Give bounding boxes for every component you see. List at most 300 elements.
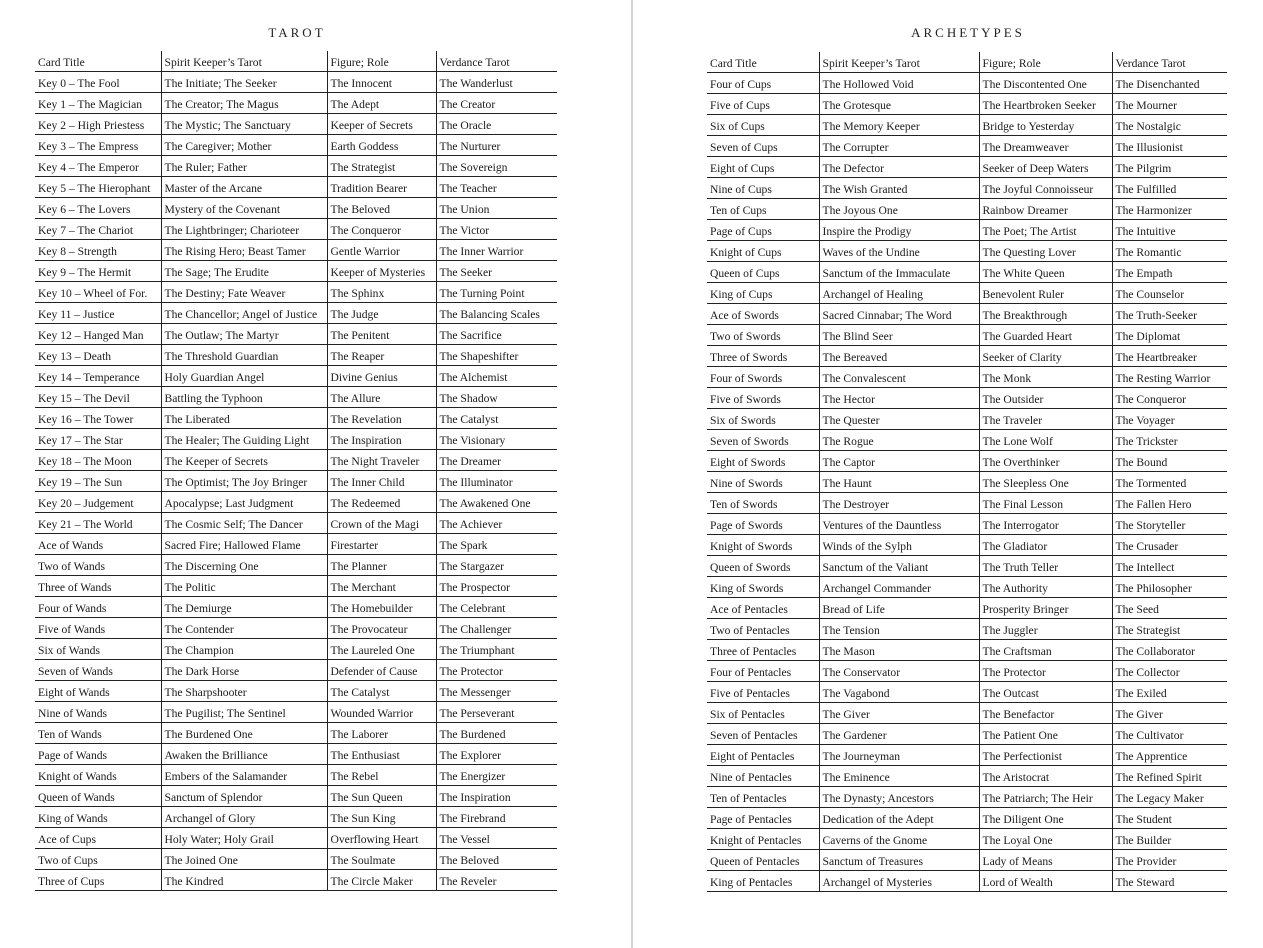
card-title-cell: Two of Swords [707,325,819,346]
figure-role-cell: The Laureled One [327,639,436,660]
table-row [707,262,1227,283]
figure-role-cell: The Guarded Heart [979,325,1112,346]
verdance-cell: The Bound [1112,451,1227,472]
verdance-cell: The Nostalgic [1112,115,1227,136]
card-title-cell: Four of Cups [707,73,819,94]
figure-role-cell: Seeker of Clarity [979,346,1112,367]
verdance-cell: The Mourner [1112,94,1227,115]
spirit-keeper-cell: The Mystic; The Sanctuary [161,114,327,135]
verdance-cell: The Catalyst [436,408,557,429]
spirit-keeper-cell: Bread of Life [819,598,979,619]
table-row [707,136,1227,157]
figure-role-cell: The Protector [979,661,1112,682]
spirit-keeper-cell: Awaken the Brilliance [161,744,327,765]
table-row [707,73,1227,94]
figure-role-cell: The Night Traveler [327,450,436,471]
figure-role-cell: The Circle Maker [327,870,436,891]
table-row [707,115,1227,136]
table-row [707,871,1227,892]
spirit-keeper-cell: The Demiurge [161,597,327,618]
figure-role-cell: The Loyal One [979,829,1112,850]
header-card-title: Card Title [35,51,161,72]
verdance-cell: The Refined Spirit [1112,766,1227,787]
verdance-cell: The Awakened One [436,492,557,513]
table-row [35,198,557,219]
table-row [707,808,1227,829]
spirit-keeper-cell: Master of the Arcane [161,177,327,198]
spirit-keeper-cell: The Initiate; The Seeker [161,72,327,93]
card-title-cell: Four of Swords [707,367,819,388]
figure-role-cell: Earth Goddess [327,135,436,156]
verdance-cell: The Perseverant [436,702,557,723]
verdance-cell: The Sacrifice [436,324,557,345]
verdance-cell: The Fulfilled [1112,178,1227,199]
verdance-cell: The Philosopher [1112,577,1227,598]
spirit-keeper-cell: The Joyous One [819,199,979,220]
table-row [35,870,557,891]
table-row [35,471,557,492]
figure-role-cell: The Strategist [327,156,436,177]
figure-role-cell: The Sun Queen [327,786,436,807]
card-title-cell: Ace of Pentacles [707,598,819,619]
verdance-cell: The Sovereign [436,156,557,177]
card-title-cell: King of Cups [707,283,819,304]
card-title-cell: Ten of Pentacles [707,787,819,808]
spirit-keeper-cell: The Healer; The Guiding Light [161,429,327,450]
verdance-cell: The Vessel [436,828,557,849]
table-header-row [707,52,1227,73]
verdance-cell: The Pilgrim [1112,157,1227,178]
card-title-cell: Two of Wands [35,555,161,576]
figure-role-cell: The Merchant [327,576,436,597]
spirit-keeper-cell: Sacred Fire; Hallowed Flame [161,534,327,555]
figure-role-cell: The Patriarch; The Heir [979,787,1112,808]
card-title-cell: Four of Wands [35,597,161,618]
verdance-cell: The Explorer [436,744,557,765]
spirit-keeper-cell: Archangel of Healing [819,283,979,304]
spirit-keeper-cell: The Destroyer [819,493,979,514]
figure-role-cell: The Heartbroken Seeker [979,94,1112,115]
verdance-cell: The Crusader [1112,535,1227,556]
figure-role-cell: The Inspiration [327,429,436,450]
figure-role-cell: Overflowing Heart [327,828,436,849]
figure-role-cell: Divine Genius [327,366,436,387]
card-title-cell: Three of Pentacles [707,640,819,661]
verdance-cell: The Steward [1112,871,1227,892]
spirit-keeper-cell: The Journeyman [819,745,979,766]
card-title-cell: Knight of Wands [35,765,161,786]
verdance-cell: The Prospector [436,576,557,597]
figure-role-cell: The Sphinx [327,282,436,303]
verdance-cell: The Collaborator [1112,640,1227,661]
figure-role-cell: The Authority [979,577,1112,598]
card-title-cell: Page of Swords [707,514,819,535]
table-row [707,472,1227,493]
spirit-keeper-cell: Caverns of the Gnome [819,829,979,850]
figure-role-cell: Lord of Wealth [979,871,1112,892]
verdance-cell: The Triumphant [436,639,557,660]
table-row [707,829,1227,850]
figure-role-cell: The Homebuilder [327,597,436,618]
table-row [707,577,1227,598]
card-title-cell: Key 10 – Wheel of For. [35,282,161,303]
spirit-keeper-cell: The Lightbringer; Charioteer [161,219,327,240]
card-title-cell: Nine of Swords [707,472,819,493]
figure-role-cell: The Catalyst [327,681,436,702]
card-title-cell: Key 4 – The Emperor [35,156,161,177]
figure-role-cell: Benevolent Ruler [979,283,1112,304]
figure-role-cell: Crown of the Magi [327,513,436,534]
spirit-keeper-cell: The Creator; The Magus [161,93,327,114]
figure-role-cell: The White Queen [979,262,1112,283]
figure-role-cell: Defender of Cause [327,660,436,681]
verdance-cell: The Seed [1112,598,1227,619]
card-title-cell: Seven of Wands [35,660,161,681]
card-title-cell: Six of Wands [35,639,161,660]
figure-role-cell: Gentle Warrior [327,240,436,261]
verdance-cell: The Romantic [1112,241,1227,262]
verdance-cell: The Shadow [436,387,557,408]
verdance-cell: The Spark [436,534,557,555]
archetypes-table [707,52,1227,892]
card-title-cell: Four of Pentacles [707,661,819,682]
header-figure-role: Figure; Role [979,52,1112,73]
table-row [707,787,1227,808]
verdance-cell: The Beloved [436,849,557,870]
figure-role-cell: Bridge to Yesterday [979,115,1112,136]
spirit-keeper-cell: Embers of the Salamander [161,765,327,786]
table-row [35,240,557,261]
header-spirit-keepers-tarot: Spirit Keeper’s Tarot [161,51,327,72]
spirit-keeper-cell: The Grotesque [819,94,979,115]
card-title-cell: Two of Cups [35,849,161,870]
spirit-keeper-cell: Archangel of Glory [161,807,327,828]
table-row [707,451,1227,472]
right-page [633,0,1263,948]
card-title-cell: Key 13 – Death [35,345,161,366]
card-title-cell: Six of Swords [707,409,819,430]
spirit-keeper-cell: The Destiny; Fate Weaver [161,282,327,303]
verdance-cell: The Stargazer [436,555,557,576]
figure-role-cell: The Inner Child [327,471,436,492]
verdance-cell: The Turning Point [436,282,557,303]
card-title-cell: Key 15 – The Devil [35,387,161,408]
verdance-cell: The Burdened [436,723,557,744]
card-title-cell: Ace of Wands [35,534,161,555]
figure-role-cell: The Planner [327,555,436,576]
card-title-cell: Key 12 – Hanged Man [35,324,161,345]
table-row [707,766,1227,787]
verdance-cell: The Celebrant [436,597,557,618]
card-title-cell: Seven of Pentacles [707,724,819,745]
figure-role-cell: The Diligent One [979,808,1112,829]
figure-role-cell: The Discontented One [979,73,1112,94]
spirit-keeper-cell: Sanctum of the Immaculate [819,262,979,283]
figure-role-cell: The Interrogator [979,514,1112,535]
verdance-cell: The Illusionist [1112,136,1227,157]
spirit-keeper-cell: The Chancellor; Angel of Justice [161,303,327,324]
card-title-cell: Two of Pentacles [707,619,819,640]
verdance-cell: The Disenchanted [1112,73,1227,94]
figure-role-cell: The Beloved [327,198,436,219]
table-row [707,514,1227,535]
table-row [707,304,1227,325]
verdance-cell: The Inspiration [436,786,557,807]
spirit-keeper-cell: The Eminence [819,766,979,787]
card-title-cell: Page of Wands [35,744,161,765]
table-row [35,345,557,366]
header-verdance-tarot: Verdance Tarot [1112,52,1227,73]
table-row [707,157,1227,178]
spirit-keeper-cell: The Pugilist; The Sentinel [161,702,327,723]
card-title-cell: Key 14 – Temperance [35,366,161,387]
table-row [707,850,1227,871]
table-row [35,639,557,660]
figure-role-cell: The Laborer [327,723,436,744]
table-row [35,135,557,156]
figure-role-cell: Keeper of Secrets [327,114,436,135]
verdance-cell: The Trickster [1112,430,1227,451]
table-row [707,367,1227,388]
spirit-keeper-cell: Mystery of the Covenant [161,198,327,219]
table-row [707,430,1227,451]
card-title-cell: Key 0 – The Fool [35,72,161,93]
figure-role-cell: Lady of Means [979,850,1112,871]
spirit-keeper-cell: The Cosmic Self; The Dancer [161,513,327,534]
table-row [35,786,557,807]
table-row [35,303,557,324]
table-row [707,178,1227,199]
card-title-cell: Ace of Cups [35,828,161,849]
spirit-keeper-cell: The Convalescent [819,367,979,388]
card-title-cell: Queen of Wands [35,786,161,807]
card-title-cell: Ace of Swords [707,304,819,325]
table-row [707,388,1227,409]
spirit-keeper-cell: The Contender [161,618,327,639]
card-title-cell: Key 1 – The Magician [35,93,161,114]
table-row [35,828,557,849]
spirit-keeper-cell: The Rogue [819,430,979,451]
verdance-cell: The Resting Warrior [1112,367,1227,388]
spirit-keeper-cell: Apocalypse; Last Judgment [161,492,327,513]
verdance-cell: The Wanderlust [436,72,557,93]
table-row [707,220,1227,241]
page-title: TAROT [268,25,326,40]
verdance-cell: The Collector [1112,661,1227,682]
verdance-cell: The Empath [1112,262,1227,283]
spirit-keeper-cell: Sacred Cinnabar; The Word [819,304,979,325]
table-row [35,387,557,408]
figure-role-cell: The Poet; The Artist [979,220,1112,241]
figure-role-cell: The Redeemed [327,492,436,513]
verdance-cell: The Diplomat [1112,325,1227,346]
figure-role-cell: The Allure [327,387,436,408]
table-row [707,94,1227,115]
table-row [35,366,557,387]
figure-role-cell: The Monk [979,367,1112,388]
card-title-cell: Three of Wands [35,576,161,597]
card-title-cell: Six of Cups [707,115,819,136]
spirit-keeper-cell: The Mason [819,640,979,661]
figure-role-cell: The Joyful Connoisseur [979,178,1112,199]
table-row [707,724,1227,745]
verdance-cell: The Conqueror [1112,388,1227,409]
figure-role-cell: The Benefactor [979,703,1112,724]
figure-role-cell: The Truth Teller [979,556,1112,577]
card-title-cell: Page of Pentacles [707,808,819,829]
figure-role-cell: Rainbow Dreamer [979,199,1112,220]
spirit-keeper-cell: The Caregiver; Mother [161,135,327,156]
figure-role-cell: The Traveler [979,409,1112,430]
spirit-keeper-cell: Dedication of the Adept [819,808,979,829]
card-title-cell: Key 2 – High Priestess [35,114,161,135]
card-title-cell: Key 21 – The World [35,513,161,534]
figure-role-cell: Wounded Warrior [327,702,436,723]
figure-role-cell: The Penitent [327,324,436,345]
spirit-keeper-cell: The Hollowed Void [819,73,979,94]
table-row [35,177,557,198]
card-title-cell: Seven of Swords [707,430,819,451]
header-figure-role: Figure; Role [327,51,436,72]
page-title: ARCHETYPES [911,25,1025,40]
figure-role-cell: Prosperity Bringer [979,598,1112,619]
spirit-keeper-cell: The Threshold Guardian [161,345,327,366]
figure-role-cell: The Patient One [979,724,1112,745]
figure-role-cell: The Craftsman [979,640,1112,661]
table-row [707,619,1227,640]
verdance-cell: The Reveler [436,870,557,891]
spirit-keeper-cell: Inspire the Prodigy [819,220,979,241]
table-row [35,429,557,450]
table-row [707,703,1227,724]
verdance-cell: The Giver [1112,703,1227,724]
spirit-keeper-cell: The Optimist; The Joy Bringer [161,471,327,492]
table-row [35,324,557,345]
spirit-keeper-cell: The Vagabond [819,682,979,703]
table-row [707,283,1227,304]
table-row [707,682,1227,703]
table-row [35,513,557,534]
figure-role-cell: The Provocateur [327,618,436,639]
header-card-title: Card Title [707,52,819,73]
verdance-cell: The Illuminator [436,471,557,492]
spirit-keeper-cell: The Dynasty; Ancestors [819,787,979,808]
card-title-cell: Eight of Wands [35,681,161,702]
verdance-cell: The Harmonizer [1112,199,1227,220]
spirit-keeper-cell: The Sharpshooter [161,681,327,702]
spirit-keeper-cell: The Bereaved [819,346,979,367]
spirit-keeper-cell: The Champion [161,639,327,660]
spirit-keeper-cell: The Outlaw; The Martyr [161,324,327,345]
card-title-cell: Key 9 – The Hermit [35,261,161,282]
card-title-cell: King of Wands [35,807,161,828]
figure-role-cell: The Dreamweaver [979,136,1112,157]
card-title-cell: Seven of Cups [707,136,819,157]
spirit-keeper-cell: Sanctum of Splendor [161,786,327,807]
figure-role-cell: Seeker of Deep Waters [979,157,1112,178]
spirit-keeper-cell: The Sage; The Erudite [161,261,327,282]
verdance-cell: The Builder [1112,829,1227,850]
verdance-cell: The Fallen Hero [1112,493,1227,514]
card-title-cell: Key 7 – The Chariot [35,219,161,240]
card-title-cell: Five of Pentacles [707,682,819,703]
spirit-keeper-cell: Sanctum of the Valiant [819,556,979,577]
table-row [35,282,557,303]
table-header-row [35,51,557,72]
verdance-cell: The Balancing Scales [436,303,557,324]
verdance-cell: The Challenger [436,618,557,639]
left-page [0,0,631,948]
card-title-cell: Eight of Pentacles [707,745,819,766]
spirit-keeper-cell: The Ruler; Father [161,156,327,177]
card-title-cell: Key 20 – Judgement [35,492,161,513]
card-title-cell: Key 6 – The Lovers [35,198,161,219]
card-title-cell: King of Swords [707,577,819,598]
verdance-cell: The Seeker [436,261,557,282]
table-row [35,492,557,513]
card-title-cell: Page of Cups [707,220,819,241]
verdance-cell: The Teacher [436,177,557,198]
table-row [35,450,557,471]
figure-role-cell: The Overthinker [979,451,1112,472]
table-row [35,261,557,282]
figure-role-cell: Tradition Bearer [327,177,436,198]
tarot-table-body [35,51,557,891]
card-title-cell: Six of Pentacles [707,703,819,724]
verdance-cell: The Counselor [1112,283,1227,304]
spirit-keeper-cell: The Conservator [819,661,979,682]
card-title-cell: Ten of Swords [707,493,819,514]
spirit-keeper-cell: The Gardener [819,724,979,745]
card-title-cell: Five of Swords [707,388,819,409]
verdance-cell: The Oracle [436,114,557,135]
card-title-cell: Key 3 – The Empress [35,135,161,156]
header-verdance-tarot: Verdance Tarot [436,51,557,72]
figure-role-cell: The Adept [327,93,436,114]
card-title-cell: Nine of Wands [35,702,161,723]
spirit-keeper-cell: Ventures of the Dauntless [819,514,979,535]
spirit-keeper-cell: The Captor [819,451,979,472]
table-row [707,493,1227,514]
figure-role-cell: The Revelation [327,408,436,429]
verdance-cell: The Messenger [436,681,557,702]
verdance-cell: The Truth-Seeker [1112,304,1227,325]
verdance-cell: The Dreamer [436,450,557,471]
spirit-keeper-cell: The Giver [819,703,979,724]
card-title-cell: Nine of Pentacles [707,766,819,787]
verdance-cell: The Voyager [1112,409,1227,430]
table-row [35,744,557,765]
card-title-cell: Key 17 – The Star [35,429,161,450]
spirit-keeper-cell: The Tension [819,619,979,640]
verdance-cell: The Firebrand [436,807,557,828]
figure-role-cell: The Judge [327,303,436,324]
figure-role-cell: The Aristocrat [979,766,1112,787]
table-row [707,598,1227,619]
verdance-cell: The Inner Warrior [436,240,557,261]
card-title-cell: Ten of Cups [707,199,819,220]
verdance-cell: The Provider [1112,850,1227,871]
spirit-keeper-cell: The Blind Seer [819,325,979,346]
table-row [707,640,1227,661]
spirit-keeper-cell: Holy Guardian Angel [161,366,327,387]
verdance-cell: The Storyteller [1112,514,1227,535]
spirit-keeper-cell: Waves of the Undine [819,241,979,262]
table-row [707,325,1227,346]
table-row [35,681,557,702]
verdance-cell: The Alchemist [436,366,557,387]
verdance-cell: The Student [1112,808,1227,829]
